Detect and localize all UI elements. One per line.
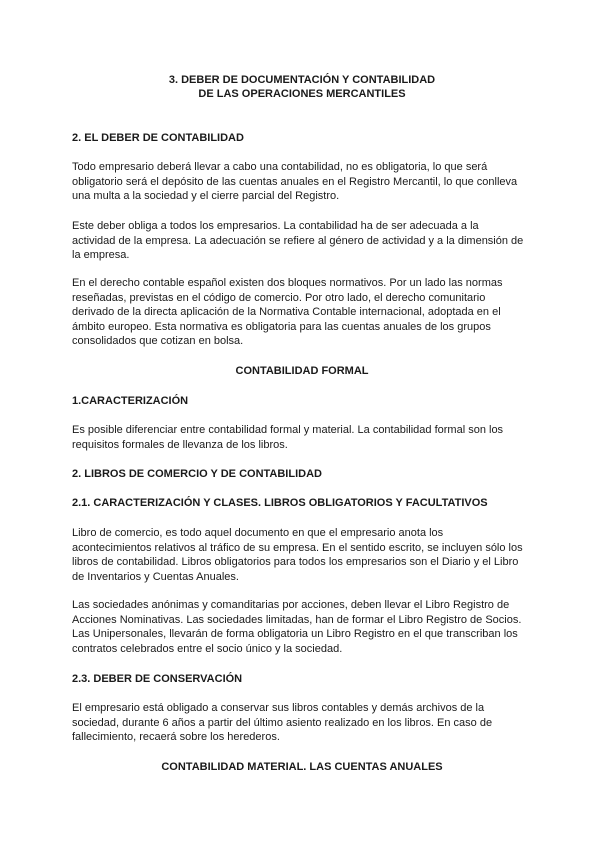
- paragraph-line: En el derecho contable español existen dos bloques normativos. Por un lado las normas: [72, 277, 503, 289]
- paragraph-line: requisitos formales de llevanza de los libros.: [72, 438, 288, 451]
- paragraph-line: Las Unipersonales, llevarán de forma obligatoria un Libro Registro en el que transcriban los: [72, 628, 518, 640]
- paragraph-line: de Inventarios y Cuentas Anuales.: [72, 570, 239, 583]
- heading-clases-libros: 2.1. CARACTERIZACIÓN Y CLASES. LIBROS OBLIGATORIOS Y FACULTATIVOS: [72, 497, 488, 509]
- heading-contabilidad-formal: CONTABILIDAD FORMAL: [235, 365, 369, 377]
- paragraph-line: Este deber obliga a todos los empresarios. La contabilidad ha de ser adecuada a la: [72, 220, 479, 232]
- document-title: [72, 73, 532, 101]
- paragraph-deber-3: [72, 276, 532, 349]
- heading-contabilidad-material: CONTABILIDAD MATERIAL. LAS CUENTAS ANUALES: [161, 761, 443, 773]
- heading-caracterizacion: 1.CARACTERIZACIÓN: [72, 395, 189, 407]
- paragraph-clases-1: [72, 526, 532, 584]
- paragraph-clases-2: [72, 598, 532, 656]
- paragraph-line: Libro de comercio, es todo aquel documento en que el empresario anota los: [72, 527, 444, 539]
- paragraph-conservacion: [72, 701, 532, 745]
- paragraph-line: la empresa.: [72, 249, 130, 261]
- paragraph-line: Las sociedades anónimas y comanditarias por acciones, deben llevar el Libro Registro de: [72, 599, 510, 611]
- paragraph-line: una multa a la sociedad y el cierre parcial del Registro.: [72, 190, 340, 202]
- paragraph-line: contratos celebrados entre el socio único y la sociedad.: [72, 642, 343, 655]
- paragraph-line: Es posible diferenciar entre contabilidad formal y material. La contabilidad formal son los: [72, 424, 504, 436]
- document-title-line: DE LAS OPERACIONES MERCANTILES: [198, 88, 406, 100]
- paragraph-line: Todo empresario deberá llevar a cabo una contabilidad, no es obligatoria, lo que será: [72, 161, 488, 173]
- paragraph-line: sociedad, durante 6 años a partir del último asiento realizado en los libros. En caso de: [72, 716, 493, 729]
- document-title-line: 3. DEBER DE DOCUMENTACIÓN Y CONTABILIDAD: [168, 74, 436, 86]
- paragraph-caracterizacion: [72, 423, 532, 452]
- paragraph-line: El empresario está obligado a conservar sus libros contables y demás archivos de la: [72, 702, 485, 714]
- paragraph-line: actividad de la empresa. La adecuación se refiere al género de actividad y a la dimensión de: [72, 234, 524, 247]
- paragraph-line: reseñadas, previstas en el código de comercio. Por otro lado, el derecho comunitario: [72, 291, 486, 304]
- heading-libros-comercio: 2. LIBROS DE COMERCIO Y DE CONTABILIDAD: [72, 468, 322, 480]
- paragraph-deber-1: [72, 160, 532, 204]
- paragraph-line: ámbito europeo. Esta normativa es obligatoria para las cuentas anuales de los grupos: [72, 320, 491, 333]
- paragraph-line: consolidados que cotizan en bolsa.: [72, 335, 244, 347]
- paragraph-line: derivado de la directa aplicación de la Normativa Contable internacional, adoptada en el: [72, 306, 501, 318]
- paragraph-line: fallecimiento, recaerá sobre los herederos.: [72, 731, 280, 743]
- paragraph-line: acontecimientos relativos al tráfico de su empresa. En el sentido escrito, se incluyen sólo los: [72, 541, 523, 554]
- paragraph-line: libros de contabilidad. Libros obligatorios para todos los empresarios son el Diario y el Libro: [72, 556, 519, 568]
- paragraph-deber-2: [72, 219, 532, 263]
- heading-deber-conservacion: 2.3. DEBER DE CONSERVACIÓN: [72, 673, 243, 685]
- paragraph-line: Acciones Nominativas. Las sociedades limitadas, han de formar el Libro Registro de Socios.: [72, 613, 522, 626]
- paragraph-line: obligatorio será el depósito de las cuentas anuales en el Registro Mercantil, lo que conlleva: [72, 175, 518, 188]
- heading-deber-contabilidad: 2. EL DEBER DE CONTABILIDAD: [72, 132, 244, 144]
